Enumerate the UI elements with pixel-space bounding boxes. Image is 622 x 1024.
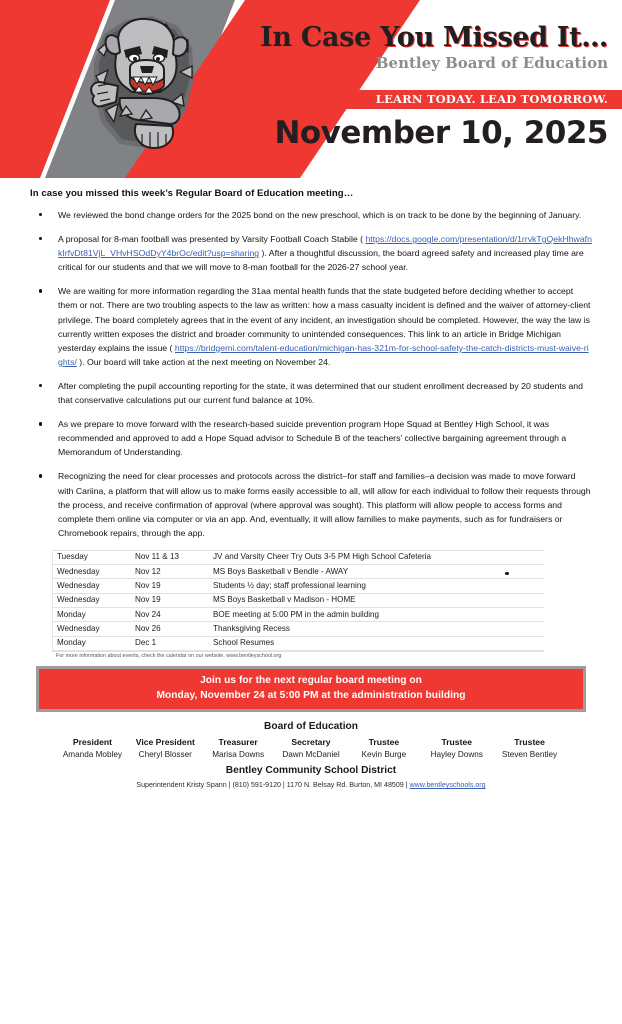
board-member-name: Amanda Mobley xyxy=(62,750,123,760)
event-event-cell: JV and Varsity Cheer Try Outs 3-5 PM High School Cafeteria xyxy=(209,550,544,564)
board-member xyxy=(493,737,566,759)
event-date-cell: Nov 19 xyxy=(131,579,209,593)
board-member-name: Dawn McDaniel xyxy=(282,750,340,760)
board-member xyxy=(347,737,420,759)
recap-bullet-item xyxy=(30,379,592,407)
upcoming-events-table xyxy=(52,550,544,651)
cta-line-2: Monday, November 24 at 5:00 PM at the administration building xyxy=(156,689,466,701)
table-row xyxy=(53,579,545,593)
table-row xyxy=(53,636,545,650)
event-date-cell: Nov 11 & 13 xyxy=(131,550,209,564)
board-member-role: Trustee xyxy=(514,737,545,748)
event-date-cell: Nov 19 xyxy=(131,593,209,607)
board-member-name: Kevin Burge xyxy=(361,750,407,760)
contact-text: Superintendent Kristy Spann | (810) 591-9120 | 1170 N. Belsay Rd. Burton, MI 48509 | xyxy=(136,781,410,790)
board-member xyxy=(56,737,129,759)
bullet-text-before: A proposal for 8-man football was presented by Varsity Football Coach Stabile ( xyxy=(58,234,366,245)
bullet-link[interactable]: https://bridgemi.com/talent-education/michigan-has-321m-for-school-safety-the-catch-districts-must-waive-rights/ xyxy=(58,342,589,367)
district-name: Bentley Community School District xyxy=(225,765,397,777)
board-member-name: Steven Bentley xyxy=(502,750,558,760)
board-member xyxy=(275,737,348,759)
event-date-cell: Dec 1 xyxy=(131,636,209,650)
event-event-cell: Thanksgiving Recess xyxy=(209,622,544,636)
board-members xyxy=(30,732,592,759)
event-day-cell: Wednesday xyxy=(53,622,132,636)
event-day-cell: Wednesday xyxy=(53,565,132,579)
board-member xyxy=(129,737,202,759)
recap-bullet-list xyxy=(30,208,592,540)
event-day-cell: Monday xyxy=(53,636,132,650)
motto-text: LEARN TODAY. LEAD TOMORROW. xyxy=(375,92,608,106)
bullet-text-before: Recognizing the need for clear processes and protocols across the district–for staff and families–a decision was made to move forward with Cariina, a platform that will allow us to make forms easily accessible to all, will allow for each individual to follow their requests through the process, and receive confirmation of approval (where approval was sought). This platform will allow people to access forms and complete them online via computer or via an app. And, eventually, it will allow families to make payments, such as for fundraisers or Chromebook repairs, through the app. xyxy=(58,471,591,538)
event-date-cell: Nov 26 xyxy=(131,622,209,636)
event-date-cell: Nov 12 xyxy=(131,565,209,579)
board-member-name: Cheryl Blosser xyxy=(138,750,192,760)
event-event-cell: Students ½ day; staff professional learning xyxy=(209,579,544,593)
intro-heading: In case you missed this week’s Regular Board of Education meeting… xyxy=(30,188,354,199)
board-member-role: Treasurer xyxy=(218,737,258,748)
event-event-cell: MS Boys Basketball v Bendle - AWAY xyxy=(209,565,544,579)
header-subtitle: Bentley Board of Education xyxy=(375,54,608,72)
newsletter-body xyxy=(0,188,622,789)
page-title: In Case You Missed It… xyxy=(260,22,608,53)
table-row xyxy=(53,565,545,579)
event-event-cell: School Resumes xyxy=(209,636,544,650)
recap-bullet-item xyxy=(30,469,592,539)
bullet-text-before: We reviewed the bond change orders for the 2025 bond on the new preschool, which is on track to be done by the beginning of January. xyxy=(58,210,582,220)
board-heading: Board of Education xyxy=(264,721,358,733)
recap-bullet-item xyxy=(30,417,592,459)
board-member-name: Hayley Downs xyxy=(430,750,483,760)
board-member-role: Trustee xyxy=(368,737,400,748)
board-member-role: Secretary xyxy=(291,737,331,748)
event-day-cell: Wednesday xyxy=(53,593,132,607)
event-date-cell: Nov 24 xyxy=(131,608,209,622)
next-meeting-banner xyxy=(36,666,586,712)
bullet-link[interactable]: https://docs.google.com/presentation/d/1rrvkTgQekHhwafnkIrfvDt81VjL_VHvHSOdDyY4brOc/edit?usp=sharing xyxy=(58,234,592,259)
table-row xyxy=(53,550,545,564)
table-row xyxy=(53,608,545,622)
bullet-text-after: ). After a thoughtful discussion, the board agreed safety and increased play time are critical for our students and that we will move to 8-man football for the 2026-27 school year. xyxy=(58,248,584,273)
event-day-cell: Wednesday xyxy=(53,579,132,593)
header-titles xyxy=(208,24,608,71)
bullet-text-before: As we prepare to move forward with the research-based suicide prevention program Hope Squad at Bentley High School, it was recommended and approved to add a Hope Squad advisor to Schedule B of the teachers’ collective bargaining agreement through a Memorandum of Understanding. xyxy=(58,419,567,458)
event-event-cell: MS Boys Basketball v Madison - HOME xyxy=(209,593,544,607)
recap-bullet-item xyxy=(30,208,592,222)
issue-date: November 10, 2025 xyxy=(274,115,608,151)
calendar-section xyxy=(30,550,592,660)
page-footer xyxy=(30,721,592,789)
page-header xyxy=(0,0,622,178)
board-member-name: Marisa Downs xyxy=(212,750,265,760)
table-row xyxy=(53,593,545,607)
bullet-text-before: We are waiting for more information regarding the 31aa mental health funds that the state budgeted before deciding whether to accept them or not. There are two troubling aspects to the law as written: how a mass casualty incident is defined and the waiver of attorney-client privilege. The board completely agrees that in the event of any incident, an investigation should be completed. However, the way the law is currently written exposes the district and broader community to unintended consequences. This link to an article in Bridge Michigan yesterday explains the issue ( xyxy=(58,286,591,353)
recap-bullet-item xyxy=(30,284,592,369)
recap-bullet-item xyxy=(30,232,592,274)
event-day-cell: Tuesday xyxy=(53,550,132,564)
board-member xyxy=(420,737,493,759)
cta-line-1: Join us for the next regular board meeting on xyxy=(200,675,422,687)
bullet-text-before: After completing the pupil accounting reporting for the state, it was determined that our student enrollment decreased by 20 students and that conservative calculations put our current fund balance at 10%. xyxy=(58,380,583,406)
bullet-text-after: ). Our board will take action at the next meeting on November 24. xyxy=(76,356,331,367)
board-member-role: President xyxy=(72,737,113,748)
contact-line xyxy=(30,781,592,789)
board-member-role: Trustee xyxy=(441,737,473,748)
calendar-note: For more information about events, check the calendar on our website, www.bentleyschool.org xyxy=(52,651,544,660)
board-member-role: Vice President xyxy=(135,737,195,748)
event-day-cell: Monday xyxy=(53,608,132,622)
table-row xyxy=(53,622,545,636)
district-website-link[interactable]: www.bentleyschools.org xyxy=(409,781,486,790)
board-member xyxy=(202,737,275,759)
event-event-cell: BOE meeting at 5:00 PM in the admin building xyxy=(209,608,544,622)
motto-bar xyxy=(243,90,622,109)
